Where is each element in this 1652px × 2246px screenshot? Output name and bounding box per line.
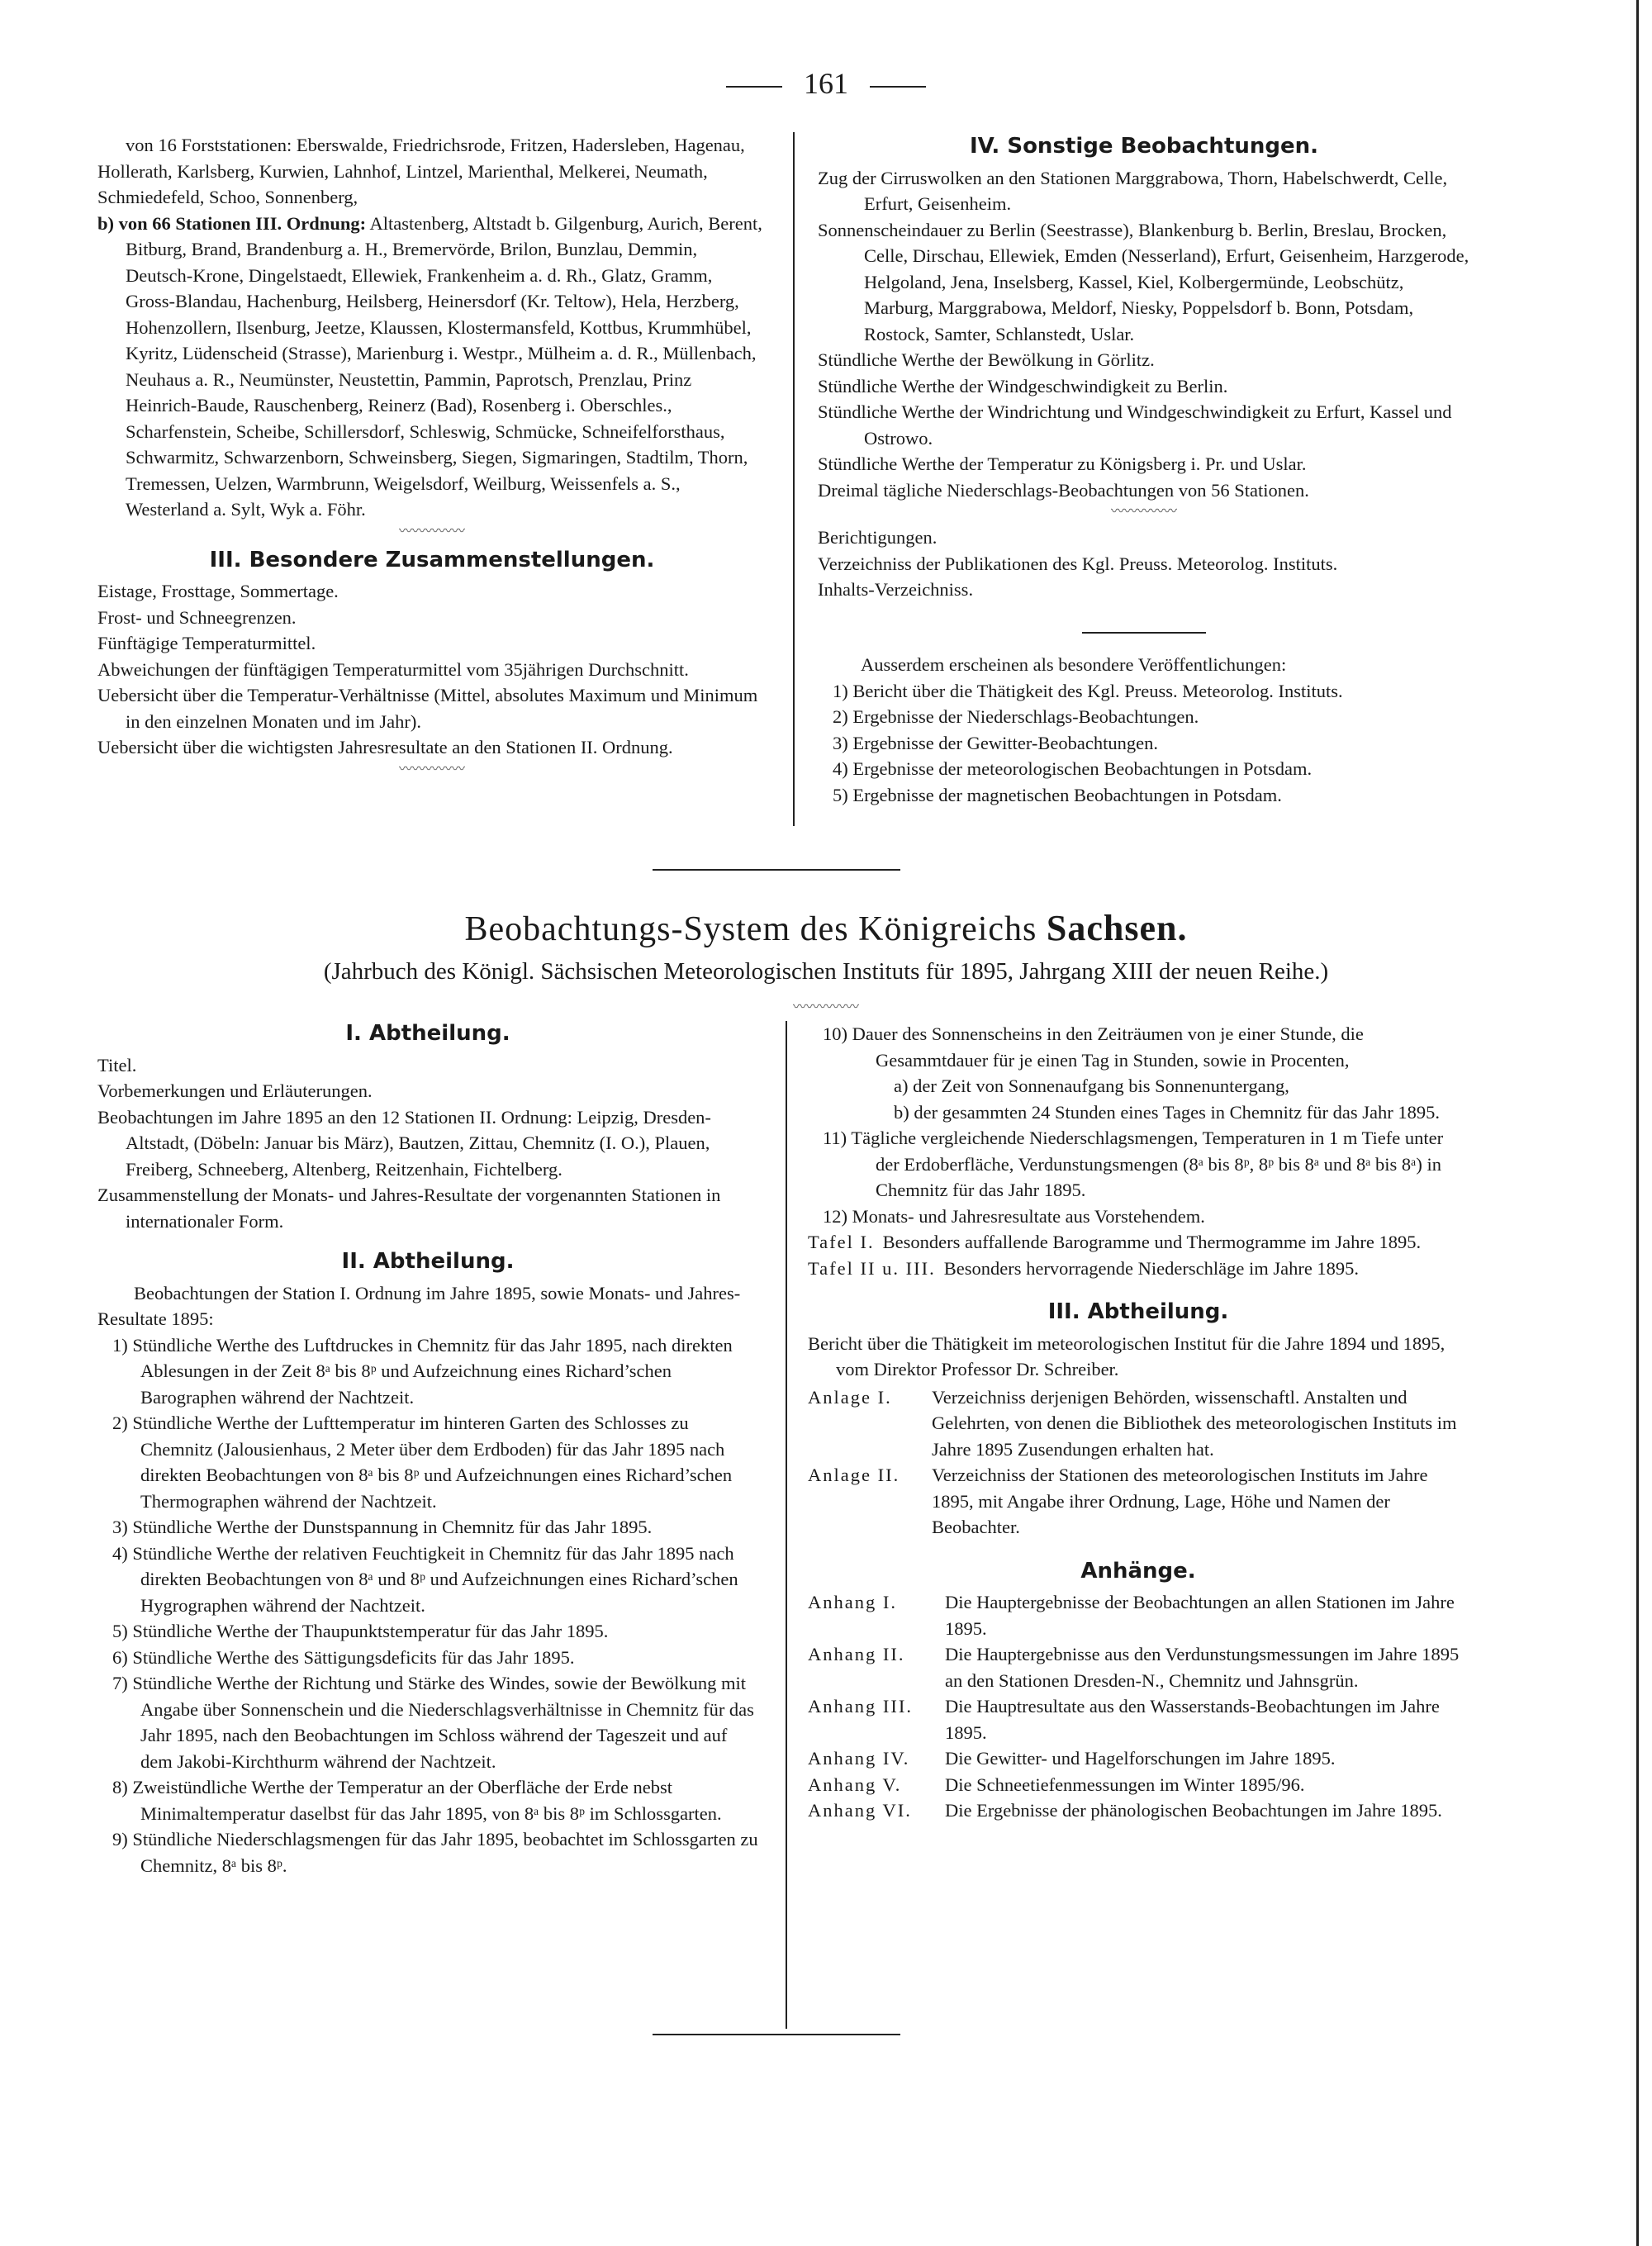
- section-title-bold: Sachsen.: [1046, 908, 1188, 948]
- ornament: 〰〰〰〰〰: [398, 524, 465, 539]
- extra-item: 2) Ergebnisse der Niederschlags-Beobachtungen.: [833, 706, 1199, 727]
- extra-intro: Ausserdem erscheinen als besondere Veröffentlichungen:: [861, 654, 1287, 675]
- numbered-item: 7) Stündliche Werthe der Richtung und Stärke des Windes, sowie der Bewölkung mit Angabe über Sonnenschein und die Niederschlagsverhältnisse in Chemnitz für das Jahr 1895, nach den Beobachtungen im Schloss während der Tageszeit und auf dem Jakobi-Kirchthurm während der Nachtzeit.: [112, 1673, 754, 1772]
- page-number: 161: [804, 67, 848, 100]
- ornament: 〰〰〰〰〰: [1110, 505, 1177, 519]
- list-item: Beobachtungen im Jahre 1895 an den 12 Stationen II. Ordnung: Leipzig, Dresden-Altstadt, (Döbeln: Januar bis März), Bautzen, Zittau, Chemnitz (I. O.), Plauen, Freiberg, Schneeberg, Altenberg, Reitzenhain, Fichtelberg.: [97, 1106, 711, 1180]
- list-item: Titel.: [97, 1054, 137, 1076]
- separator: [818, 615, 1470, 641]
- anlage-label: Anlage I.: [808, 1386, 892, 1408]
- anhang-label: Anhang II.: [808, 1644, 905, 1664]
- list-item: Sonnenscheindauer zu Berlin (Seestrasse), Blankenburg b. Berlin, Breslau, Brocken, Celle, Dirschau, Ellewiek, Emden (Nesserland), Erfurt, Geisenheim, Harzgerode, Helgoland, Jena, Inselsberg, Kassel, Kiel, Kolbergermünde, Leobschütz, Marburg, Marggrabowa, Meldorf, Niesky, Poppelsdorf b. Bonn, Potsdam, Rostock, Samter, Schlanstedt, Uslar.: [818, 219, 1469, 344]
- anhang-text: Die Hauptergebnisse der Beobachtungen an allen Stationen im Jahre 1895.: [945, 1592, 1455, 1639]
- heading-anhaenge: Anhänge.: [1080, 1558, 1196, 1584]
- numbered-item: 10) Dauer des Sonnenscheins in den Zeiträumen von je einer Stunde, die Gesammtdauer für je einen Tag in Stunden, sowie in Procenten,: [823, 1023, 1364, 1071]
- numbered-item: 2) Stündliche Werthe der Lufttemperatur im hinteren Garten des Schlosses zu Chemnitz (Jalousienhaus, 2 Meter über dem Erdboden) für das Jahr 1895 nach direkten Beobachtungen von 8ᵃ bis 8ᵖ und Aufzeichnungen eines Richard’schen Thermographen während der Nachtzeit.: [112, 1413, 733, 1512]
- anhang-item: [808, 1641, 1469, 1693]
- numbered-item: 11) Tägliche vergleichende Niederschlagsmengen, Temperaturen in 1 m Tiefe unter der Erdoberfläche, Verdunstungsmengen (8ᵃ bis 8ᵖ, 8ᵖ bis 8ᵃ und 8ᵃ bis 8ᵃ) in Chemnitz für das Jahr 1895.: [823, 1128, 1444, 1200]
- anhang-item: [808, 1797, 1469, 1824]
- anhang-text: Die Schneetiefenmessungen im Winter 1895/96.: [945, 1774, 1305, 1795]
- right-column-top: [818, 132, 1470, 808]
- left-column-bottom: [97, 1021, 758, 1878]
- numbered-item: 6) Stündliche Werthe des Sättigungsdeficits für das Jahr 1895.: [112, 1646, 575, 1668]
- stations-third-order: [97, 211, 767, 523]
- numbered-item: 9) Stündliche Niederschlagsmengen für das Jahr 1895, beobachtet im Schlossgarten zu Chemnitz, 8ᵃ bis 8ᵖ.: [112, 1829, 758, 1876]
- extra-item: 3) Ergebnisse der Gewitter-Beobachtungen.: [833, 732, 1159, 753]
- sub-item: b) der gesammten 24 Stunden eines Tages in Chemnitz für das Jahr 1895.: [894, 1101, 1440, 1123]
- list-item: Inhalts-Verzeichniss.: [818, 579, 974, 600]
- stations-third-order-label: b) von 66 Stationen III. Ordnung:: [97, 212, 367, 234]
- forst-stations: von 16 Forststationen: Eberswalde, Friedrichsrode, Fritzen, Hadersleben, Hagenau, Hollerath, Karlsberg, Kurwien, Lahnhof, Lintzel, Marienthal, Melkerei, Neumath, Schmiedefeld, Schoo, Sonnenberg,: [97, 135, 745, 207]
- list-item: Frost- und Schneegrenzen.: [97, 606, 297, 628]
- rule-left: [726, 86, 782, 88]
- anhang-item: [808, 1589, 1469, 1641]
- ornament: 〰〰〰〰〰: [792, 1000, 859, 1014]
- column-divider-top: [793, 132, 795, 826]
- intro-text: Beobachtungen der Station I. Ordnung im Jahre 1895, sowie Monats- und Jahres-Resultate 1895:: [97, 1282, 741, 1329]
- bottom-separator: [653, 2034, 900, 2035]
- list-item: Fünftägige Temperaturmittel.: [97, 633, 316, 653]
- list-item: Uebersicht über die Temperatur-Verhältnisse (Mittel, absolutes Maximum und Minimum in den einzelnen Monaten und im Jahr).: [97, 685, 758, 732]
- section-subtitle: (Jahrbuch des Königl. Sächsischen Meteorologischen Instituts für 1895, Jahrgang XIII der neuen Reihe.): [323, 958, 1329, 985]
- heading-abtheilung-3: III. Abtheilung.: [1047, 1299, 1229, 1324]
- list-item: Stündliche Werthe der Temperatur zu Königsberg i. Pr. und Uslar.: [818, 453, 1307, 474]
- anhang-item: [808, 1693, 1469, 1745]
- anhang-item: [808, 1772, 1469, 1798]
- anlage-label: Anlage II.: [808, 1465, 900, 1485]
- list-item: Verzeichniss der Publikationen des Kgl. Preuss. Meteorolog. Instituts.: [818, 553, 1338, 574]
- heading-abtheilung-2: II. Abtheilung.: [341, 1249, 515, 1274]
- page-edge-line: [1636, 0, 1639, 2246]
- list-item: Berichtigungen.: [818, 527, 938, 548]
- anhang-label: Anhang VI.: [808, 1800, 912, 1821]
- column-divider-bottom: [786, 1021, 787, 2029]
- sub-item: a) der Zeit von Sonnenaufgang bis Sonnenuntergang,: [894, 1076, 1289, 1096]
- section-title-main: Beobachtungs-System des Königreichs: [464, 910, 1037, 948]
- anhang-text: Die Hauptresultate aus den Wasserstands-Beobachtungen im Jahre 1895.: [945, 1696, 1440, 1743]
- section-separator: [653, 869, 900, 871]
- tafel-label: Tafel II u. III.: [808, 1257, 936, 1279]
- section-title: [0, 907, 1652, 949]
- anlage-item: [808, 1384, 1469, 1463]
- anhang-text: Die Hauptergebnisse aus den Verdunstungsmessungen im Jahre 1895 an den Stationen Dresden-N., Chemnitz und Jahnsgrün.: [945, 1644, 1460, 1691]
- anlage-text: Verzeichniss der Stationen des meteorologischen Instituts im Jahre 1895, mit Angabe ihrer Ordnung, Lage, Höhe und Namen der Beobachter.: [932, 1465, 1428, 1537]
- left-column-top: [97, 132, 767, 782]
- rule-right: [870, 86, 926, 88]
- anhang-label: Anhang III.: [808, 1696, 913, 1717]
- anhang-text: Die Gewitter- und Hagelforschungen im Jahre 1895.: [945, 1748, 1336, 1769]
- numbered-item: 4) Stündliche Werthe der relativen Feuchtigkeit in Chemnitz für das Jahr 1895 nach direkten Beobachtungen von 8ᵃ und 8ᵖ und Aufzeichnungen eines Richard’schen Hygrographen während der Nachtzeit.: [112, 1542, 738, 1616]
- list-item: Stündliche Werthe der Windrichtung und Windgeschwindigkeit zu Erfurt, Kassel und Ostrowo.: [818, 401, 1452, 449]
- bericht: Bericht über die Thätigkeit im meteorologischen Institut für die Jahre 1894 und 1895, vom Direktor Professor Dr. Schreiber.: [808, 1332, 1446, 1379]
- anhang-label: Anhang IV.: [808, 1748, 910, 1769]
- ornament: 〰〰〰〰〰: [398, 762, 465, 776]
- heading-abtheilung-1: I. Abtheilung.: [345, 1021, 510, 1046]
- tafel-label: Tafel I.: [808, 1232, 875, 1252]
- anhang-label: Anhang I.: [808, 1592, 897, 1612]
- numbered-item: 1) Stündliche Werthe des Luftdruckes in Chemnitz für das Jahr 1895, nach direkten Ablesungen in der Zeit 8ᵃ bis 8ᵖ und Aufzeichnung eines Richard’schen Barographen während der Nachtzeit.: [112, 1334, 733, 1408]
- heading-besondere: III. Besondere Zusammenstellungen.: [209, 547, 655, 572]
- list-item: Stündliche Werthe der Bewölkung in Görlitz.: [818, 349, 1155, 370]
- list-item: Zug der Cirruswolken an den Stationen Marggrabowa, Thorn, Habelschwerdt, Celle, Erfurt, Geisenheim.: [818, 167, 1448, 214]
- numbered-item: 3) Stündliche Werthe der Dunstspannung in Chemnitz für das Jahr 1895.: [112, 1517, 653, 1537]
- list-item: Dreimal tägliche Niederschlags-Beobachtungen von 56 Stationen.: [818, 479, 1309, 501]
- anhang-label: Anhang V.: [808, 1774, 902, 1795]
- list-item: Uebersicht über die wichtigsten Jahresresultate an den Stationen II. Ordnung.: [97, 737, 673, 757]
- list-item: Stündliche Werthe der Windgeschwindigkeit zu Berlin.: [818, 375, 1228, 396]
- anlage-text: Verzeichniss derjenigen Behörden, wissenschaftl. Anstalten und Gelehrten, von denen die Bibliothek des meteorologischen Instituts im Jahre 1895 Zusendungen erhalten hat.: [932, 1386, 1457, 1460]
- page-number-header: [0, 66, 1652, 101]
- tafel-item: [808, 1229, 1469, 1256]
- numbered-item: 5) Stündliche Werthe der Thaupunktstemperatur für das Jahr 1895.: [112, 1621, 609, 1641]
- numbered-item: 8) Zweistündliche Werthe der Temperatur an der Oberfläche der Erde nebst Minimaltemperatur daselbst für das Jahr 1895, von 8ᵃ bis 8ᵖ im Schlossgarten.: [112, 1777, 722, 1824]
- tafel-item: [808, 1256, 1469, 1282]
- anlage-item: [808, 1462, 1469, 1541]
- list-item: Eistage, Frosttage, Sommertage.: [97, 581, 339, 601]
- right-column-bottom: [808, 1021, 1469, 1824]
- tafel-text: Besonders hervorragende Niederschläge im Jahre 1895.: [943, 1257, 1360, 1279]
- anhang-text: Die Ergebnisse der phänologischen Beobachtungen im Jahre 1895.: [945, 1800, 1442, 1821]
- list-item: Abweichungen der fünftägigen Temperaturmittel vom 35jährigen Durchschnitt.: [97, 658, 689, 680]
- list-item: Vorbemerkungen und Erläuterungen.: [97, 1080, 373, 1101]
- heading-sonstige: IV. Sonstige Beobachtungen.: [969, 134, 1319, 159]
- extra-item: 5) Ergebnisse der magnetischen Beobachtungen in Potsdam.: [833, 784, 1282, 805]
- stations-third-order-list: Altastenberg, Altstadt b. Gilgenburg, Aurich, Berent, Bitburg, Brand, Brandenburg a. H., Bremervörde, Brilon, Bunzlau, Demmin, Deutsch-Krone, Dingelstaedt, Ellewiek, Frankenheim a. d. Rh., Glatz, Gramm, Gross-Blandau, Hachenburg, Heilsberg, Heinersdorf (Kr. Teltow), Hela, Herzberg, Hohenzollern, Ilsenburg, Jeetze, Klaussen, Klostermansfeld, Kottbus, Krummhübel, Kyritz, Lüdenscheid (Strasse), Marienburg i. Westpr., Mülheim a. d. R., Müllenbach, Neuhaus a. R., Neumünster, Neustettin, Pammin, Paprotsch, Prenzlau, Prinz Heinrich-Baude, Rauschenberg, Reinerz (Bad), Rosenberg i. Oberschles., Scharfenstein, Scheibe, Schillersdorf, Schleswig, Schmücke, Schneifelforsthaus, Schwarmitz, Schwarzenborn, Schweinsberg, Siegen, Sigmaringen, Stadtilm, Thorn, Tremessen, Uelzen, Warmbrunn, Weigelsdorf, Weilburg, Weissenfels a. S., Westerland a. Sylt, Wyk a. Föhr.: [126, 212, 762, 520]
- anhang-item: [808, 1745, 1469, 1772]
- extra-item: 1) Bericht über die Thätigkeit des Kgl. Preuss. Meteorolog. Instituts.: [833, 680, 1343, 701]
- list-item: Zusammenstellung der Monats- und Jahres-Resultate der vorgenannten Stationen in internationaler Form.: [97, 1185, 721, 1232]
- extra-item: 4) Ergebnisse der meteorologischen Beobachtungen in Potsdam.: [833, 758, 1313, 779]
- tafel-text: Besonders auffallende Barogramme und Thermogramme im Jahre 1895.: [882, 1232, 1422, 1252]
- numbered-item: 12) Monats- und Jahresresultate aus Vorstehendem.: [823, 1205, 1205, 1227]
